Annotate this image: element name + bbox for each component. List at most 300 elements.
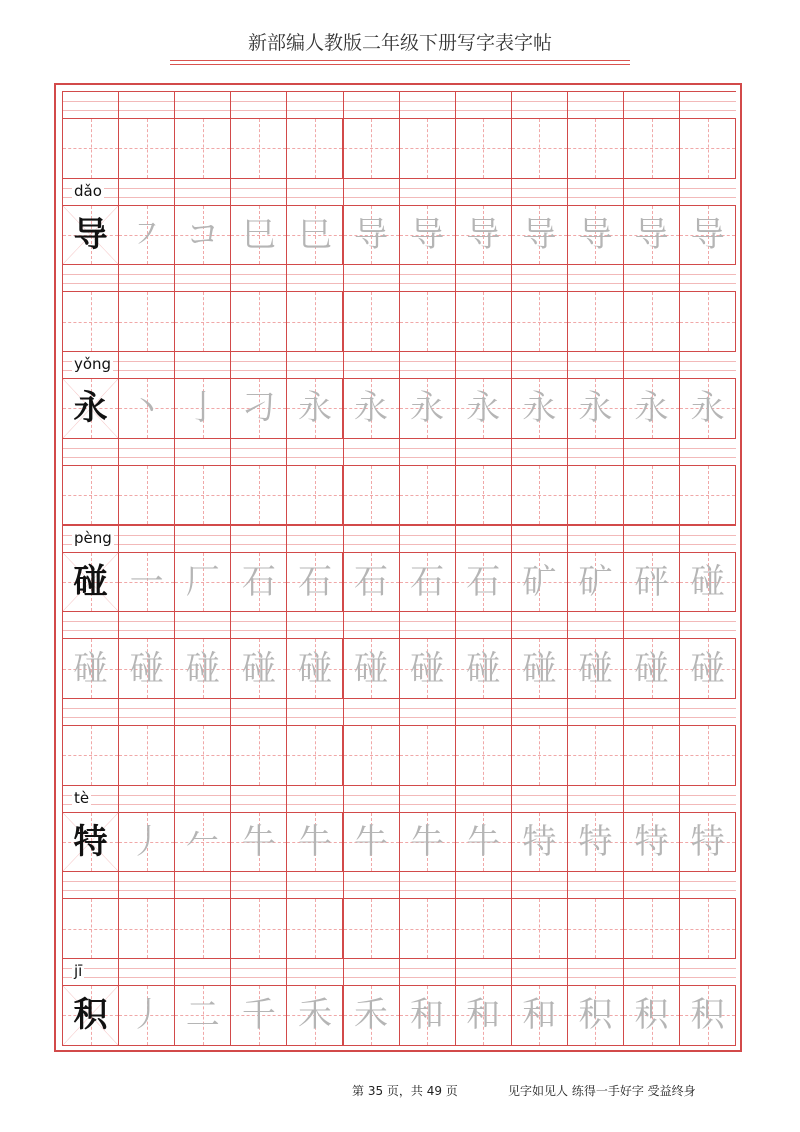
tracing-cell [174,465,231,526]
stroke-step-character: 导 [466,215,501,256]
tracing-cell [679,205,736,266]
tracing-cell [679,552,736,613]
pinyin-band-cell [118,92,174,119]
tracing-cell [230,725,287,786]
stroke-step-character: 碰 [410,648,445,689]
pinyin-band-cell [623,786,679,813]
tracing-cell [623,638,680,699]
pinyin-band-cell [174,265,230,292]
tracing-cell [343,378,400,439]
tracing-cell [399,725,456,786]
practice-row [62,611,736,698]
pinyin-band-cell [62,439,118,466]
tracing-cell [343,118,400,179]
pinyin-band-cell [343,265,399,292]
pinyin-band-cell [399,352,455,379]
pinyin-band-cell [230,265,286,292]
tracing-cell [567,725,624,786]
tracing-cell [623,118,680,179]
pinyin-band-cell [511,612,567,639]
pinyin-band-cell [623,612,679,639]
pinyin-band-cell [511,872,567,899]
stroke-step-character: 牛 [466,821,501,862]
tracing-cell [679,465,736,526]
pinyin-band-cell [286,872,342,899]
pinyin-band-cell [399,179,455,206]
stroke-step-character: 碰 [466,648,501,689]
model-character-cell [62,205,119,266]
pinyin-band-cell [286,352,342,379]
pinyin-band-cell [623,526,679,553]
tracing-cell [118,725,175,786]
pinyin-band-cell [455,786,511,813]
tracing-cell [343,985,400,1046]
tracing-cell [286,465,343,526]
tracing-cell [230,638,287,699]
tracing-cell [567,465,624,526]
stroke-step-character: 石 [241,561,276,602]
tracing-cell [679,812,736,873]
stroke-step-character: 牛 [410,821,445,862]
tracing-cell [567,898,624,959]
tracing-cell [511,205,568,266]
tracing-cell [230,985,287,1046]
tracing-cell [174,985,231,1046]
tracing-cell [230,552,287,613]
tracing-cell [399,812,456,873]
stroke-step-character: 牛 [241,821,276,862]
stroke-step-character: 永 [297,388,332,429]
tracing-cell [286,898,343,959]
pinyin-band-cell [230,612,286,639]
pinyin-band-cell [286,179,342,206]
stroke-step-character: 永 [578,388,613,429]
tracing-cell [286,552,343,613]
model-character: 永 [73,388,108,429]
pinyin-band-cell [455,352,511,379]
stroke-step-character: 碰 [354,648,389,689]
tracing-cell [455,205,512,266]
tracing-cell [511,985,568,1046]
pinyin-band-cell [511,92,567,119]
tracing-cell [174,725,231,786]
pinyin-band-cell [511,179,567,206]
tracing-cell [455,465,512,526]
tracing-cell [286,638,343,699]
tracing-cell [455,725,512,786]
pinyin-band-cell [567,699,623,726]
stroke-step-character: 千 [241,995,276,1036]
pinyin-band-cell [455,265,511,292]
tracing-cell [623,985,680,1046]
stroke-step-character: 石 [297,561,332,602]
pinyin-band-cell [567,265,623,292]
page-title: 新部编人教版二年级下册写字表字帖 [247,32,552,54]
stroke-step-character: 丿 [129,821,164,862]
tracing-cell [455,812,512,873]
stroke-step-character: 碰 [690,648,725,689]
pinyin-band-cell [679,612,735,639]
stroke-step-character: 积 [578,995,613,1036]
tracing-cell [118,552,175,613]
stroke-step-character: 积 [634,995,669,1036]
stroke-step-character: 导 [690,215,725,256]
pinyin-band [62,871,736,898]
pinyin-band-cell [679,352,735,379]
pinyin-band-cell [399,699,455,726]
pinyin-band-cell [511,699,567,726]
stroke-step-character: 碰 [690,561,725,602]
practice-row [62,351,736,438]
pinyin-band-cell [174,786,230,813]
pinyin-band-cell [230,352,286,379]
pinyin-label: pèng [74,528,112,547]
tracing-cell [623,291,680,352]
pinyin-band-cell [623,265,679,292]
tracing-cell [399,552,456,613]
pinyin-band-cell [118,786,174,813]
tracing-cell [567,812,624,873]
stroke-step-character: 碰 [241,648,276,689]
stroke-step-character: 和 [522,995,557,1036]
tracing-cell [343,291,400,352]
pinyin-band-cell [567,179,623,206]
pinyin-band-cell [343,179,399,206]
pinyin-band-cell [567,92,623,119]
pinyin-band-cell [511,526,567,553]
pinyin-band-cell [343,612,399,639]
tracing-cell [286,985,343,1046]
tracing-cell [511,118,568,179]
pinyin-band [62,785,736,812]
tracing-cell [511,898,568,959]
stroke-step-character: 碰 [578,648,613,689]
stroke-step-character: 碰 [297,648,332,689]
pinyin-band-cell [567,612,623,639]
tracing-cell [511,378,568,439]
pinyin-band-cell [230,92,286,119]
pinyin-band-cell [455,612,511,639]
pinyin-band-cell [230,872,286,899]
pinyin-band-cell [118,959,174,986]
pinyin-band-cell [623,179,679,206]
pinyin-band-cell [286,786,342,813]
pinyin-band-cell [623,959,679,986]
pinyin-band-cell [118,439,174,466]
pinyin-band-cell [230,959,286,986]
pinyin-band [62,264,736,291]
pinyin-band-cell [230,699,286,726]
pinyin-band-cell [230,526,286,553]
tracing-cell [174,205,231,266]
tracing-cell [399,118,456,179]
stroke-step-character: 永 [634,388,669,429]
tracing-cell [623,465,680,526]
stroke-step-character: 𠂉 [185,821,220,862]
pinyin-band-cell [343,526,399,553]
tracing-cell [62,465,119,526]
pinyin-band-cell [455,439,511,466]
pinyin-band-cell [399,872,455,899]
practice-row [62,178,736,265]
pinyin-band-cell [511,439,567,466]
pinyin-band-cell [623,872,679,899]
pinyin-band-cell [230,439,286,466]
tracing-cell [230,378,287,439]
tracing-cell [623,205,680,266]
tracing-cell [174,378,231,439]
tracing-cell [230,118,287,179]
tracing-cell [286,118,343,179]
pinyin-band-cell [62,699,118,726]
tracing-cell [455,985,512,1046]
pinyin-band-cell [343,92,399,119]
tracing-cell [679,638,736,699]
pinyin-band-cell [62,265,118,292]
stroke-step-character: 和 [410,995,445,1036]
pinyin-label: yǒng [74,355,112,374]
pinyin-band [62,351,736,378]
practice-row [62,785,736,872]
model-character: 碰 [73,561,108,602]
pinyin-band-cell [567,872,623,899]
page-number: 第 35 页，共 49 页 [352,1084,458,1098]
pinyin-band-cell [343,699,399,726]
tracing-cell [118,898,175,959]
tracing-cell [455,898,512,959]
stroke-step-character: 导 [522,215,557,256]
stroke-step-character: 永 [354,388,389,429]
tracing-cell [567,118,624,179]
pinyin-band-cell [174,959,230,986]
pinyin-band-cell [118,872,174,899]
stroke-step-character: 永 [410,388,445,429]
stroke-step-character: 禾 [297,995,332,1036]
tracing-cell [455,291,512,352]
tracing-cell [679,378,736,439]
pinyin-band-cell [343,872,399,899]
stroke-step-character: 一 [129,561,164,602]
stroke-step-character: 厂 [185,561,220,602]
stroke-step-character: 导 [634,215,669,256]
model-character-cell [62,552,119,613]
tracing-cell [62,291,119,352]
pinyin-band [62,698,736,725]
stroke-step-character: 导 [354,215,389,256]
pinyin-band-cell [174,872,230,899]
pinyin-band-cell [679,872,735,899]
pinyin-band-cell [679,179,735,206]
pinyin-band-cell [399,959,455,986]
pinyin-band-cell [62,959,118,986]
tracing-cell [399,898,456,959]
pinyin-band [62,91,736,118]
tracing-cell [567,291,624,352]
model-character-cell [62,378,119,439]
tracing-cell [679,291,736,352]
tracing-cell [343,205,400,266]
pinyin-band-cell [174,179,230,206]
tracing-cell [286,291,343,352]
stroke-step-character: 永 [522,388,557,429]
stroke-step-character: 矿 [578,561,613,602]
practice-row [62,871,736,958]
tracing-cell [679,725,736,786]
pinyin-band-cell [455,179,511,206]
pinyin-band-cell [455,526,511,553]
tracing-cell [62,725,119,786]
model-character-cell [62,985,119,1046]
tracing-cell [230,291,287,352]
stroke-step-character: 碰 [634,648,669,689]
pinyin-band-cell [399,92,455,119]
practice-row [62,525,736,612]
practice-row [62,438,736,525]
pinyin-label: dǎo [74,181,102,200]
tracing-cell [286,378,343,439]
tracing-cell [174,552,231,613]
tracing-cell [399,985,456,1046]
tracing-cell [286,725,343,786]
tracing-cell [511,465,568,526]
stroke-step-character: 砰 [634,561,669,602]
pinyin-band-cell [286,526,342,553]
pinyin-band-cell [174,526,230,553]
tracing-cell [174,812,231,873]
tracing-cell [511,552,568,613]
tracing-cell [623,552,680,613]
stroke-step-character: 导 [410,215,445,256]
title-underline-bottom [170,64,630,65]
stroke-step-character: 和 [466,995,501,1036]
pinyin-band-cell [679,92,735,119]
tracing-cell [343,725,400,786]
pinyin-band-cell [343,352,399,379]
tracing-cell [399,378,456,439]
tracing-cell [118,812,175,873]
stroke-step-character: 巳 [241,215,276,256]
pinyin-band-cell [118,352,174,379]
pinyin-band-cell [62,92,118,119]
tracing-cell [343,812,400,873]
stroke-step-character: 导 [578,215,613,256]
tracing-cell [511,291,568,352]
pinyin-band-cell [399,439,455,466]
pinyin-band-cell [343,959,399,986]
tracing-cell [399,465,456,526]
pinyin-band-cell [118,699,174,726]
pinyin-band-cell [623,352,679,379]
stroke-step-character: 刁 [241,388,276,429]
stroke-step-character: 石 [466,561,501,602]
pinyin-band-cell [118,179,174,206]
pinyin-band-cell [399,786,455,813]
tracing-cell [174,291,231,352]
tracing-cell [679,898,736,959]
tracing-cell [118,465,175,526]
practice-row [62,698,736,785]
stroke-step-character: 牛 [297,821,332,862]
stroke-step-character: 亅 [185,388,220,429]
tracing-cell [679,985,736,1046]
practice-row [62,91,736,178]
tracing-cell [567,638,624,699]
tracing-cell [230,465,287,526]
pinyin-band-cell [286,699,342,726]
tracing-cell [623,725,680,786]
pinyin-band-cell [455,92,511,119]
pinyin-band-cell [567,352,623,379]
tracing-cell [118,638,175,699]
stroke-step-character: 特 [690,821,725,862]
tracing-cell [623,898,680,959]
tracing-cell [567,552,624,613]
pinyin-band-cell [174,352,230,379]
pinyin-band-cell [174,612,230,639]
pinyin-band-cell [62,612,118,639]
pinyin-band-cell [679,439,735,466]
pinyin-band-cell [623,439,679,466]
tracing-cell [62,118,119,179]
pinyin-band-cell [343,439,399,466]
tracing-cell [230,898,287,959]
pinyin-band-cell [623,92,679,119]
stroke-step-character: 碰 [73,648,108,689]
tracing-cell [455,118,512,179]
practice-row [62,958,736,1045]
pinyin-band-cell [679,699,735,726]
pinyin-band-cell [511,786,567,813]
tracing-cell [511,638,568,699]
pinyin-band-cell [174,92,230,119]
stroke-step-character: 永 [690,388,725,429]
pinyin-label: jī [74,962,83,980]
tracing-cell [623,812,680,873]
stroke-step-character: 碰 [129,648,164,689]
tracing-cell [174,118,231,179]
stroke-step-character: 牛 [354,821,389,862]
practice-grid [62,91,736,1045]
stroke-step-character: 禾 [354,995,389,1036]
stroke-step-character: 二 [185,995,220,1036]
tracing-cell [399,638,456,699]
tracing-cell [679,118,736,179]
tracing-cell [174,898,231,959]
pinyin-band-cell [286,612,342,639]
stroke-step-character: 巳 [297,215,332,256]
tracing-cell [567,985,624,1046]
pinyin-band-cell [511,265,567,292]
pinyin-band-cell [343,786,399,813]
pinyin-band [62,178,736,205]
pinyin-band-cell [567,786,623,813]
tracing-cell [455,552,512,613]
tracing-cell [567,378,624,439]
pinyin-band-cell [567,959,623,986]
pinyin-band-cell [511,352,567,379]
stroke-step-character: 特 [578,821,613,862]
stroke-step-character: 石 [354,561,389,602]
practice-row [62,264,736,351]
model-character: 导 [73,215,108,256]
pinyin-band [62,438,736,465]
tracing-cell [399,205,456,266]
pinyin-band-cell [511,959,567,986]
stroke-step-character: 丶 [129,388,164,429]
pinyin-band-cell [623,699,679,726]
pinyin-band-cell [286,92,342,119]
pinyin-band-cell [455,872,511,899]
